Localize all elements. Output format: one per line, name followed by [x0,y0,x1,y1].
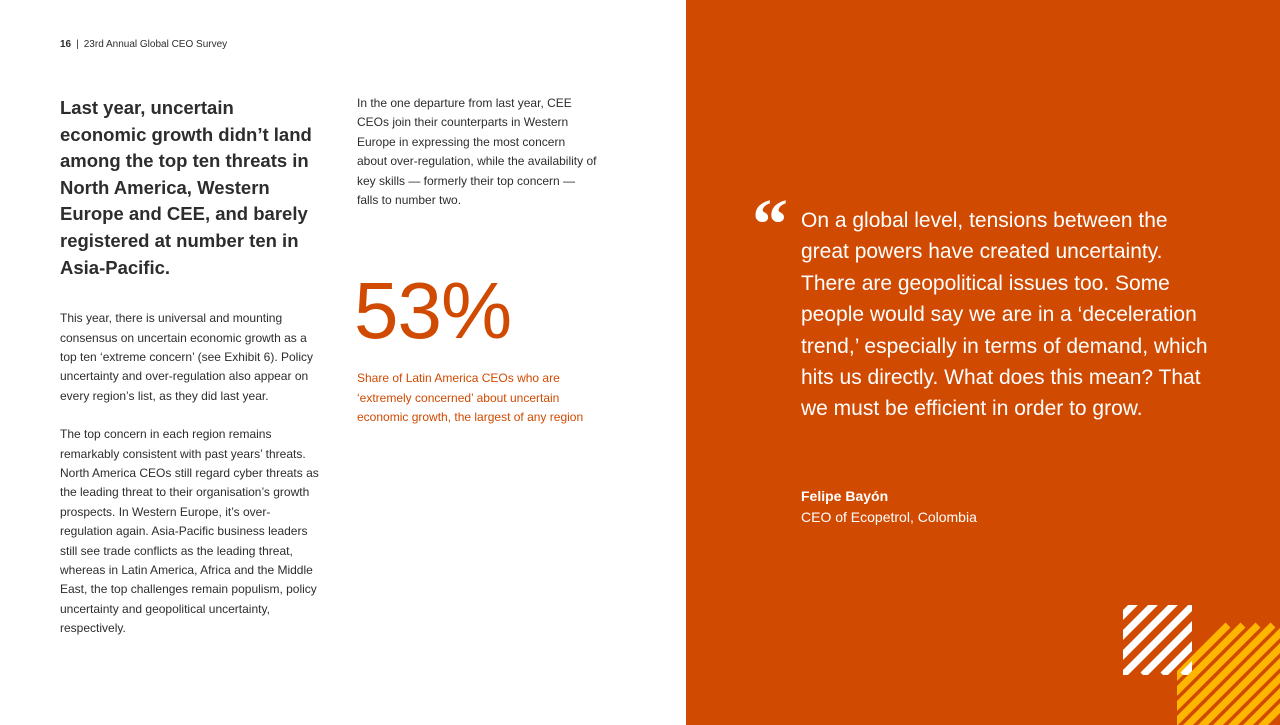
publication-title: 23rd Annual Global CEO Survey [83,39,228,50]
page-header [60,39,227,50]
quote-author-role: CEO of Ecopetrol, Colombia [801,509,977,525]
headline: Last year, uncertain economic growth didn’t land among the top ten threats in North America, Western Europe and CEE, and barely registered at number ten in Asia-Pacific. [60,97,312,278]
left-column [60,95,322,639]
header-separator: | [76,39,79,50]
quote-panel [686,0,1280,725]
middle-column [357,94,597,210]
quote-text: On a global level, tensions between the great powers have created uncertainty. There are geopolitical issues too. Some people would say we are in a ‘deceleration trend,’ especially in terms of demand, which hits us directly. What does this mean? That we must be efficient in order to grow. [801,209,1208,421]
stat-caption: Share of Latin America CEOs who are ‘extremely concerned’ about uncertain economic growth, the largest of any region [357,371,584,424]
page-number: 16 [60,39,72,50]
quote-author-name: Felipe Bayón [801,488,889,504]
decorative-stripes-icon [1123,605,1280,725]
stat-value: 53% [354,266,512,355]
body-paragraph-1: This year, there is universal and mounting consensus on uncertain economic growth as a top ten ‘extreme concern’ (see Exhibit 6). Policy uncertainty and over-regulation also appear on every region’s list, as they did last year. [60,311,314,403]
quote-mark-icon: “ [752,184,788,264]
body-paragraph-2: The top concern in each region remains remarkably consistent with past years’ threats. North America CEOs still regard cyber threats as the leading threat to their organisation’s growth prospects. In Western Europe, it’s over-regulation again. Asia-Pacific business leaders still see trade conflicts as the leading threat, whereas in Latin America, Africa and the Middle East, the top challenges remain populism, policy uncertainty and geopolitical uncertainty, respectively. [60,427,319,636]
middle-paragraph: In the one departure from last year, CEE CEOs join their counterparts in Western Europe in expressing the most concern about over-regulation, while the availability of key skills — formerly their top concern — falls to number two. [357,96,597,208]
